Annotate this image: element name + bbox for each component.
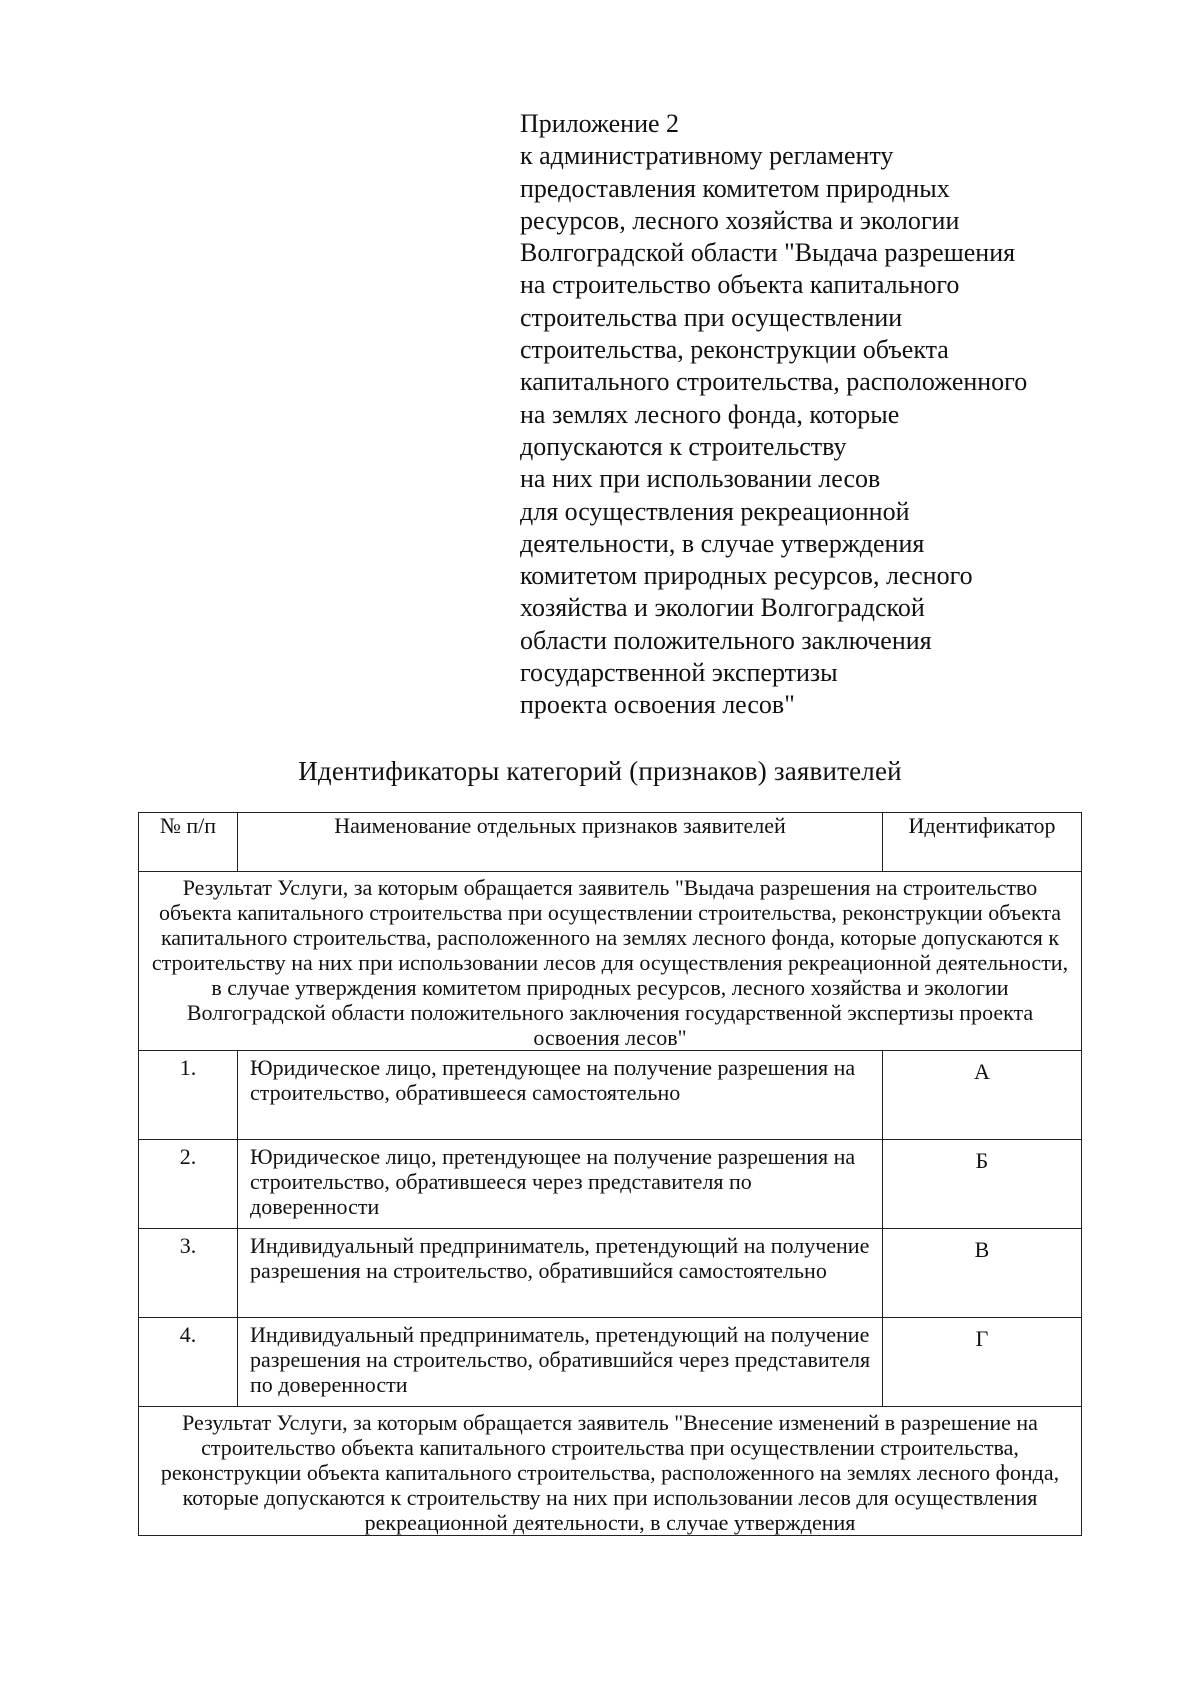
header-identifier: Идентификатор bbox=[883, 813, 1082, 872]
identifiers-table bbox=[138, 812, 1082, 1536]
appendix-line: ресурсов, лесного хозяйства и экологии bbox=[520, 205, 960, 235]
appendix-line: области положительного заключения bbox=[520, 625, 932, 655]
appendix-line: на них при использовании лесов bbox=[520, 464, 881, 494]
row-number: 4. bbox=[139, 1318, 238, 1407]
table-row bbox=[139, 1229, 1082, 1318]
appendix-line: допускаются к строительству bbox=[520, 431, 847, 461]
appendix-line: капитального строительства, расположенного bbox=[520, 367, 1028, 397]
section-row bbox=[139, 872, 1082, 1051]
section-result-issue: Результат Услуги, за которым обращается заявитель "Выдача разрешения на строительство объекта капитального строительства при осуществлении строительства, реконструкции объекта капитального строительства, расположенного на землях лесного фонда, которые допускаются к строительству на них при использовании лесов для осуществления рекреационной деятельности, в случае утверждения комитетом природных ресурсов, лесного хозяйства и экологии Волгоградской области положительного заключения государственной экспертизы проекта освоения лесов" bbox=[139, 872, 1082, 1051]
table-row bbox=[139, 1318, 1082, 1407]
appendix-line: Волгоградской области "Выдача разрешения bbox=[520, 238, 1016, 268]
appendix-line: для осуществления рекреационной bbox=[520, 496, 910, 526]
appendix-line: строительства при осуществлении bbox=[520, 302, 903, 332]
section-result-amend: Результат Услуги, за которым обращается заявитель "Внесение изменений в разрешение на строительство объекта капитального строительства при осуществлении строительства, реконструкции объекта капитального строительства, расположенного на землях лесного фонда, которые допускаются к строительству на них при использовании лесов для осуществления рекреационной деятельности, в случае утверждения bbox=[139, 1407, 1082, 1536]
appendix-line: проекта освоения лесов" bbox=[520, 690, 795, 720]
appendix-line: комитетом природных ресурсов, лесного bbox=[520, 561, 973, 591]
appendix-line: на строительство объекта капитального bbox=[520, 270, 960, 300]
appendix-note bbox=[520, 108, 1140, 722]
row-identifier: Г bbox=[883, 1318, 1082, 1407]
row-number: 1. bbox=[139, 1051, 238, 1140]
row-number: 2. bbox=[139, 1140, 238, 1229]
appendix-line: предоставления комитетом природных bbox=[520, 173, 950, 203]
appendix-line: к административному регламенту bbox=[520, 141, 894, 171]
row-identifier: В bbox=[883, 1229, 1082, 1318]
appendix-line: Приложение 2 bbox=[520, 109, 680, 138]
header-name: Наименование отдельных признаков заявителей bbox=[238, 813, 883, 872]
row-name: Юридическое лицо, претендующее на получение разрешения на строительство, обратившееся через представителя по доверенности bbox=[238, 1140, 883, 1229]
header-number: № п/п bbox=[139, 813, 238, 872]
row-name: Индивидуальный предприниматель, претендующий на получение разрешения на строительство, обратившийся через представителя по доверенности bbox=[238, 1318, 883, 1407]
row-identifier: А bbox=[883, 1051, 1082, 1140]
row-name: Юридическое лицо, претендующее на получение разрешения на строительство, обратившееся самостоятельно bbox=[238, 1051, 883, 1140]
appendix-line: на землях лесного фонда, которые bbox=[520, 399, 900, 429]
table-row bbox=[139, 1140, 1082, 1229]
row-identifier: Б bbox=[883, 1140, 1082, 1229]
table-header-row bbox=[139, 813, 1082, 872]
page-title: Идентификаторы категорий (признаков) заявителей bbox=[298, 756, 902, 786]
table-row bbox=[139, 1051, 1082, 1140]
row-number: 3. bbox=[139, 1229, 238, 1318]
appendix-line: государственной экспертизы bbox=[520, 658, 838, 688]
appendix-line: строительства, реконструкции объекта bbox=[520, 335, 949, 365]
row-name: Индивидуальный предприниматель, претендующий на получение разрешения на строительство, обратившийся самостоятельно bbox=[238, 1229, 883, 1318]
appendix-line: деятельности, в случае утверждения bbox=[520, 528, 925, 558]
section-row bbox=[139, 1407, 1082, 1536]
appendix-line: хозяйства и экологии Волгоградской bbox=[520, 593, 925, 623]
